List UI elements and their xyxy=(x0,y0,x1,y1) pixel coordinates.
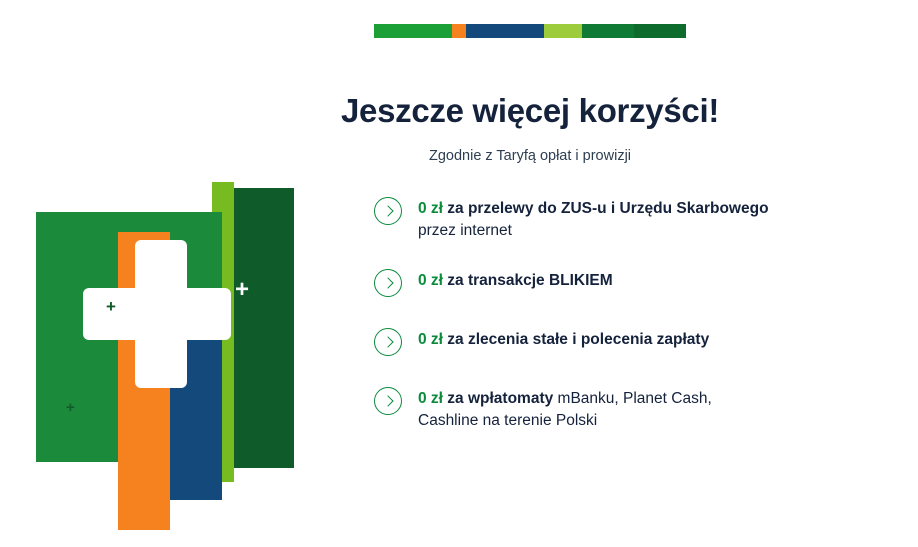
benefit-bold-text: za transakcje BLIKIEM xyxy=(442,272,613,289)
benefit-text xyxy=(418,386,712,432)
bar-segment-5 xyxy=(582,24,634,38)
plus-collage-illustration xyxy=(28,160,318,535)
list-item xyxy=(374,196,899,242)
plus-mark-icon: + xyxy=(235,276,250,303)
page-subtitle: Zgodnie z Taryfą opłat i prowizji xyxy=(428,148,632,164)
page-title: Jeszcze więcej korzyści! xyxy=(340,92,720,129)
benefit-amount: 0 zł xyxy=(418,272,443,289)
plus-mark-icon: + xyxy=(106,297,116,316)
list-item xyxy=(374,268,899,297)
list-item xyxy=(374,327,899,356)
benefit-text xyxy=(418,196,769,242)
plus-mark-icon: + xyxy=(66,399,75,416)
bar-segment-2 xyxy=(452,24,466,38)
benefit-amount: 0 zł xyxy=(418,390,443,407)
benefit-bold-text: za zlecenia stałe i polecenia zapłaty xyxy=(442,331,710,348)
benefit-text xyxy=(418,268,613,292)
benefit-normal-text: mBanku, Planet Cash, xyxy=(553,390,712,407)
benefit-bold-text: za przelewy do ZUS-u i Urzędu Skarbowego xyxy=(442,200,769,217)
list-item xyxy=(374,386,899,432)
chevron-right-icon xyxy=(374,328,402,356)
benefit-amount: 0 zł xyxy=(418,331,443,348)
chevron-right-icon xyxy=(374,197,402,225)
bar-segment-1 xyxy=(374,24,452,38)
benefit-bold-text: za wpłatomaty xyxy=(442,390,554,407)
bar-segment-3 xyxy=(466,24,544,38)
benefit-amount: 0 zł xyxy=(418,200,443,217)
benefits-list xyxy=(374,196,899,458)
chevron-right-icon xyxy=(374,269,402,297)
benefit-rest-text: przez internet xyxy=(418,222,512,239)
bar-segment-6 xyxy=(634,24,686,38)
graphic-darkgreen-block xyxy=(234,188,294,468)
decorative-color-bar xyxy=(374,24,686,38)
chevron-right-icon xyxy=(374,387,402,415)
benefit-text xyxy=(418,327,709,351)
bar-segment-4 xyxy=(544,24,582,38)
benefit-rest-text: Cashline na terenie Polski xyxy=(418,412,598,429)
